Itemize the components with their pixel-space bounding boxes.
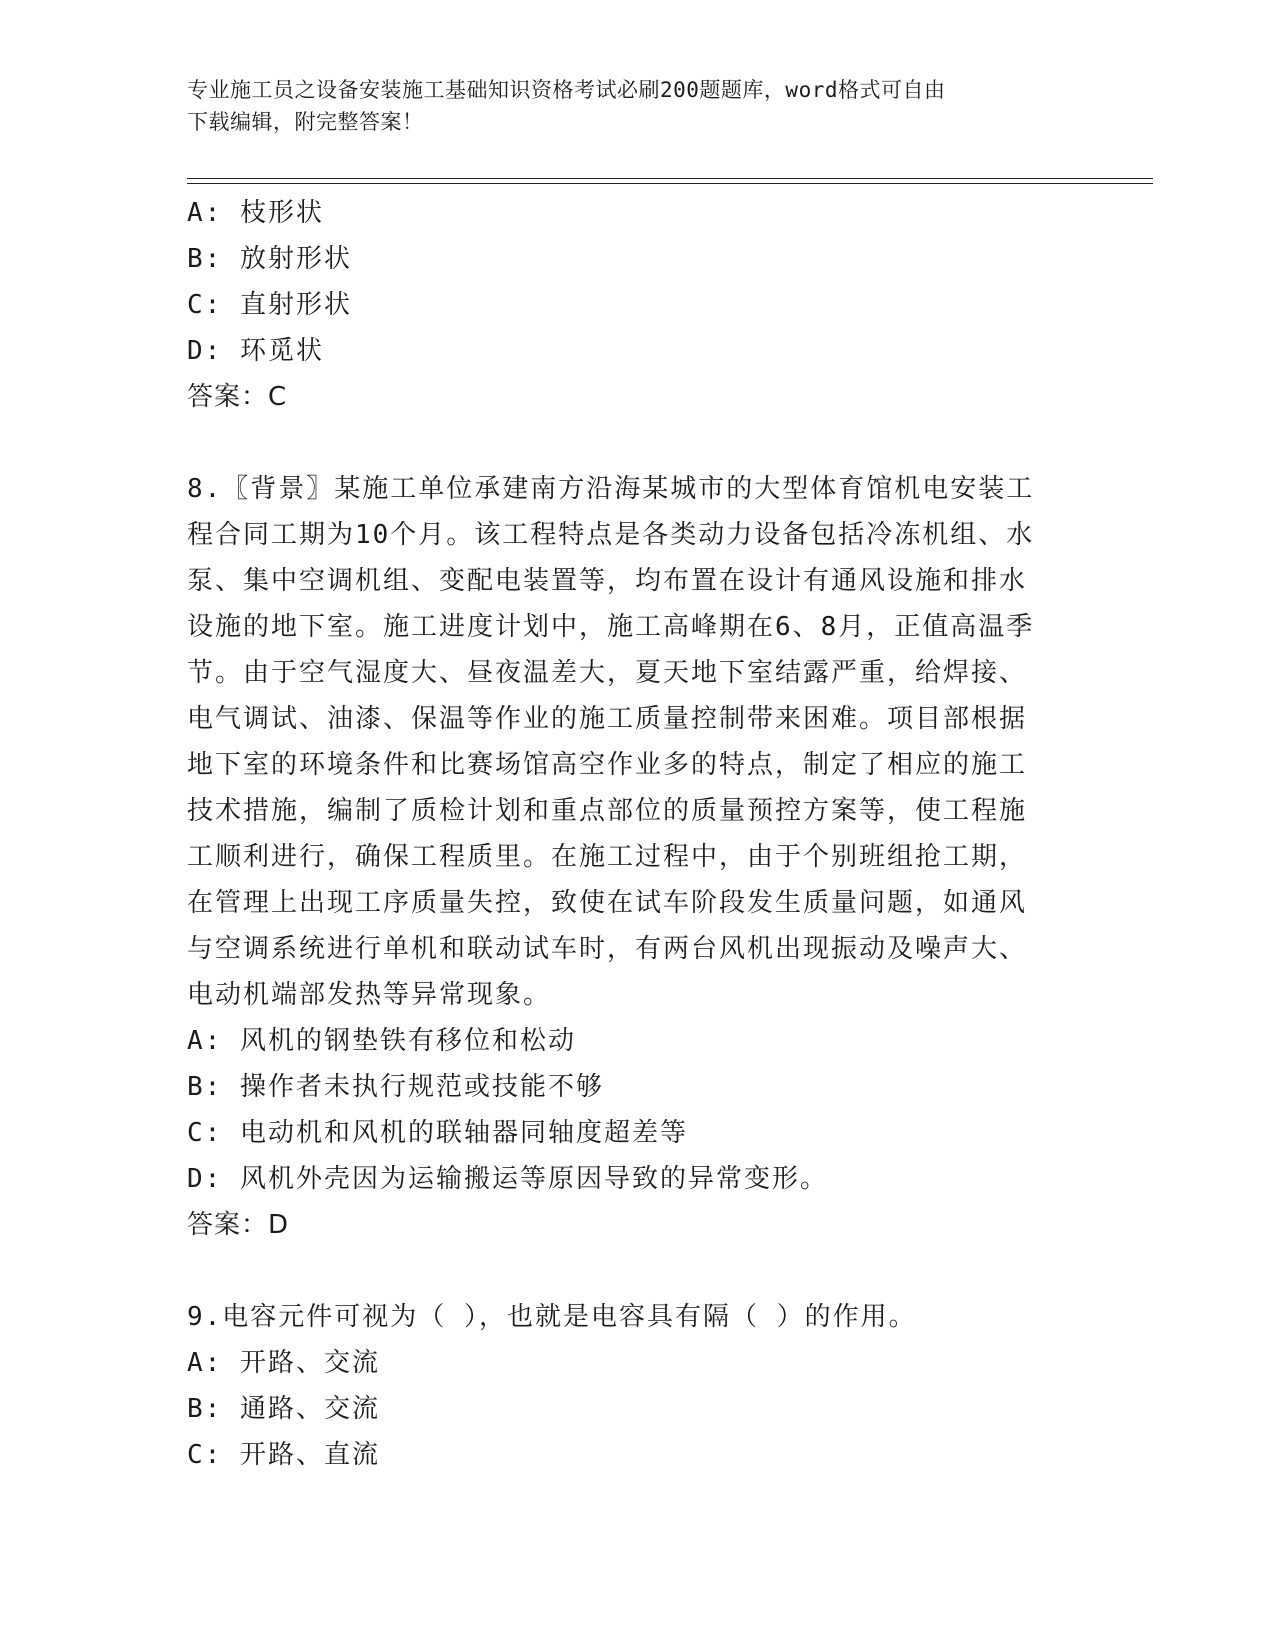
- header-title-line-1: 专业施工员之设备安装施工基础知识资格考试必刷200题题库，word格式可自由: [187, 78, 946, 102]
- q9-option-b: B: 通路、交流: [187, 1394, 380, 1424]
- q7-option-c: C: 直射形状: [187, 290, 352, 320]
- q7-option-a: A: 枝形状: [187, 198, 324, 228]
- q8-stem: [187, 466, 1077, 1018]
- q8-stem-line: 节。由于空气湿度大、昼夜温差大，夏天地下室结露严重，给焊接、: [187, 658, 1028, 688]
- q8-stem-line: 与空调系统进行单机和联动试车时，有两台风机出现振动及噪声大、: [187, 934, 1028, 964]
- q8-stem-line: 在管理上出现工序质量失控，致使在试车阶段发生质量问题，如通风: [187, 888, 1028, 918]
- q8-option-a: A: 风机的钢垫铁有移位和松动: [187, 1026, 576, 1056]
- question-9: [187, 1294, 1077, 1478]
- header-divider-bottom: [187, 183, 1153, 184]
- q9-stem: 9.电容元件可视为（ ），也就是电容具有隔（ ）的作用。: [187, 1302, 917, 1332]
- question-7: [187, 190, 1077, 420]
- q8-stem-line: 程合同工期为10个月。该工程特点是各类动力设备包括冷冻机组、水: [187, 520, 1035, 550]
- q8-stem-line: 技术措施，编制了质检计划和重点部位的质量预控方案等，使工程施: [187, 796, 1028, 826]
- q8-stem-line: 工顺利进行，确保工程质里。在施工过程中，由于个别班组抢工期，: [187, 842, 1028, 872]
- q8-stem-line: 电动机端部发热等异常现象。: [187, 980, 552, 1010]
- q8-answer: 答案：D: [187, 1210, 290, 1240]
- q8-stem-line: 电气调试、油漆、保温等作业的施工质量控制带来困难。项目部根据: [187, 704, 1028, 734]
- q7-option-d: D: 环觅状: [187, 336, 324, 366]
- q8-stem-line: 设施的地下室。施工进度计划中，施工高峰期在6、8月，正值高温季: [187, 612, 1035, 642]
- q9-option-c: C: 开路、直流: [187, 1440, 380, 1470]
- document-body: [187, 190, 1077, 1478]
- q8-stem-line: 泵、集中空调机组、变配电装置等，均布置在设计有通风设施和排水: [187, 566, 1028, 596]
- spacer: [187, 1248, 1077, 1294]
- q8-stem-line: 8.〖背景〗某施工单位承建南方沿海某城市的大型体育馆机电安装工: [187, 474, 1035, 504]
- q7-option-b: B: 放射形状: [187, 244, 352, 274]
- spacer: [187, 420, 1077, 466]
- q8-option-b: B: 操作者未执行规范或技能不够: [187, 1072, 604, 1102]
- document-header: [187, 74, 1067, 138]
- q8-stem-line: 地下室的环境条件和比赛场馆高空作业多的特点，制定了相应的施工: [187, 750, 1028, 780]
- header-divider-top: [187, 178, 1153, 179]
- question-8: [187, 466, 1077, 1248]
- header-title-line-2: 下载编辑，附完整答案！: [187, 110, 424, 134]
- q8-option-c: C: 电动机和风机的联轴器同轴度超差等: [187, 1118, 688, 1148]
- q8-option-d: D: 风机外壳因为运输搬运等原因导致的异常变形。: [187, 1164, 828, 1194]
- q9-option-a: A: 开路、交流: [187, 1348, 380, 1378]
- q7-answer: 答案：C: [187, 382, 288, 412]
